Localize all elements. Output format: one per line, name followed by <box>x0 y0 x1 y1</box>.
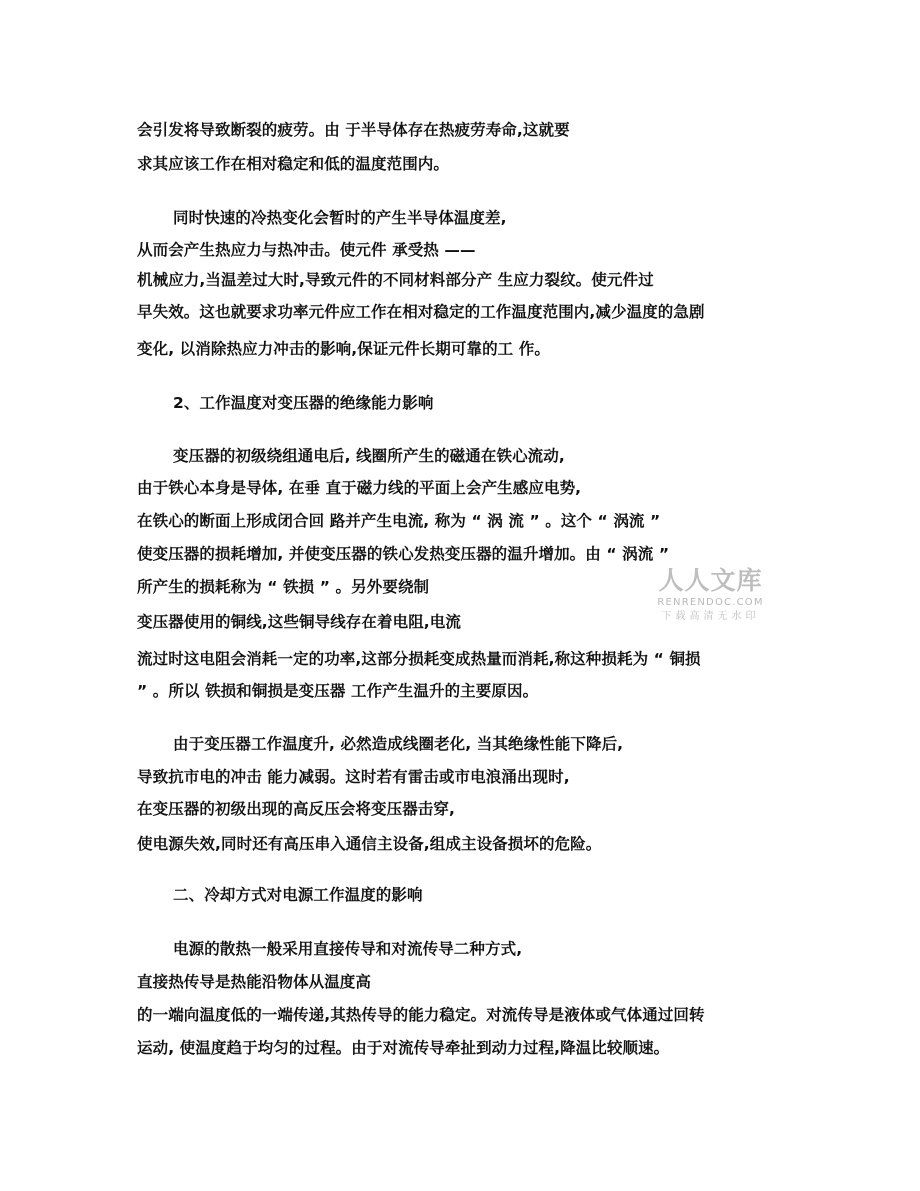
text-line: 运动, 使温度趋于均匀的过程。由于对流传导牵扯到动力过程,降温比较顺速。 <box>137 1039 670 1057</box>
text-line: 变压器的初级绕组通电后, 线圈所产生的磁通在铁心流动, <box>173 447 565 465</box>
text-line: 使变压器的损耗增加, 并使变压器的铁心发热变压器的温升增加。由 “ 涡流 ” <box>137 545 670 563</box>
section-heading: 二、冷却方式对电源工作温度的影响 <box>173 886 423 904</box>
text-line: 从而会产生热应力与热冲击。使元件 承受热 —— <box>137 241 476 259</box>
text-line: 求其应该工作在相对稳定和低的温度范围内。 <box>137 155 450 173</box>
text-line: 变化, 以消除热应力冲击的影响,保证元件长期可靠的工 作。 <box>137 340 550 358</box>
text-line: 所产生的损耗称为 “ 铁损 ” 。另外要绕制 <box>137 578 430 596</box>
text-line: 早失效。这也就要求功率元件应工作在相对稳定的工作温度范围内,减少温度的急剧 <box>137 303 705 321</box>
text-line: 会引发将导致断裂的疲劳。由 于半导体存在热疲劳寿命,这就要 <box>137 121 570 139</box>
text-line: 变压器使用的铜线,这些铜导线存在着电阻,电流 <box>137 613 461 631</box>
watermark-subtitle: 下载高清无水印 <box>661 611 760 622</box>
text-line: 在变压器的初级出现的高反压会将变压器击穿, <box>137 800 455 818</box>
watermark <box>648 566 773 623</box>
text-line: 流过时这电阻会消耗一定的功率,这部分损耗变成热量而消耗,称这种损耗为 “ 铜损 <box>137 650 701 668</box>
text-line: 由于铁心本身是导体, 在垂 直于磁力线的平面上会产生感应电势, <box>137 479 582 497</box>
text-line: 使电源失效,同时还有高压串入通信主设备,组成主设备损坏的危险。 <box>137 835 602 853</box>
text-line: 的一端向温度低的一端传递,其热传导的能力稳定。对流传导是液体或气体通过回转 <box>137 1006 705 1024</box>
text-line: 直接热传导是热能沿物体从温度高 <box>137 973 372 991</box>
text-line: 在铁心的断面上形成闭合回 路并产生电流, 称为 “ 涡 流 ” 。这个 “ 涡流 ” <box>137 512 661 530</box>
watermark-title: 人人文库 <box>658 566 763 595</box>
text-line: 同时快速的冷热变化会暂时的产生半导体温度差, <box>173 209 507 227</box>
text-line: 导致抗市电的冲击 能力减弱。这时若有雷击或市电浪涌出现时, <box>137 768 570 786</box>
section-heading: 2、工作温度对变压器的绝缘能力影响 <box>173 394 434 412</box>
text-line: 机械应力,当温差过大时,导致元件的不同材料部分产 生应力裂纹。使元件过 <box>137 271 654 289</box>
text-line: 电源的散热一般采用直接传导和对流传导二种方式, <box>173 940 523 958</box>
text-line: ” 。所以 铁损和铜损是变压器 工作产生温升的主要原因。 <box>137 682 539 700</box>
watermark-domain: RENRENDOC.COM <box>657 597 764 608</box>
text-line: 由于变压器工作温度升, 必然造成线圈老化, 当其绝缘性能下降后, <box>173 735 624 753</box>
